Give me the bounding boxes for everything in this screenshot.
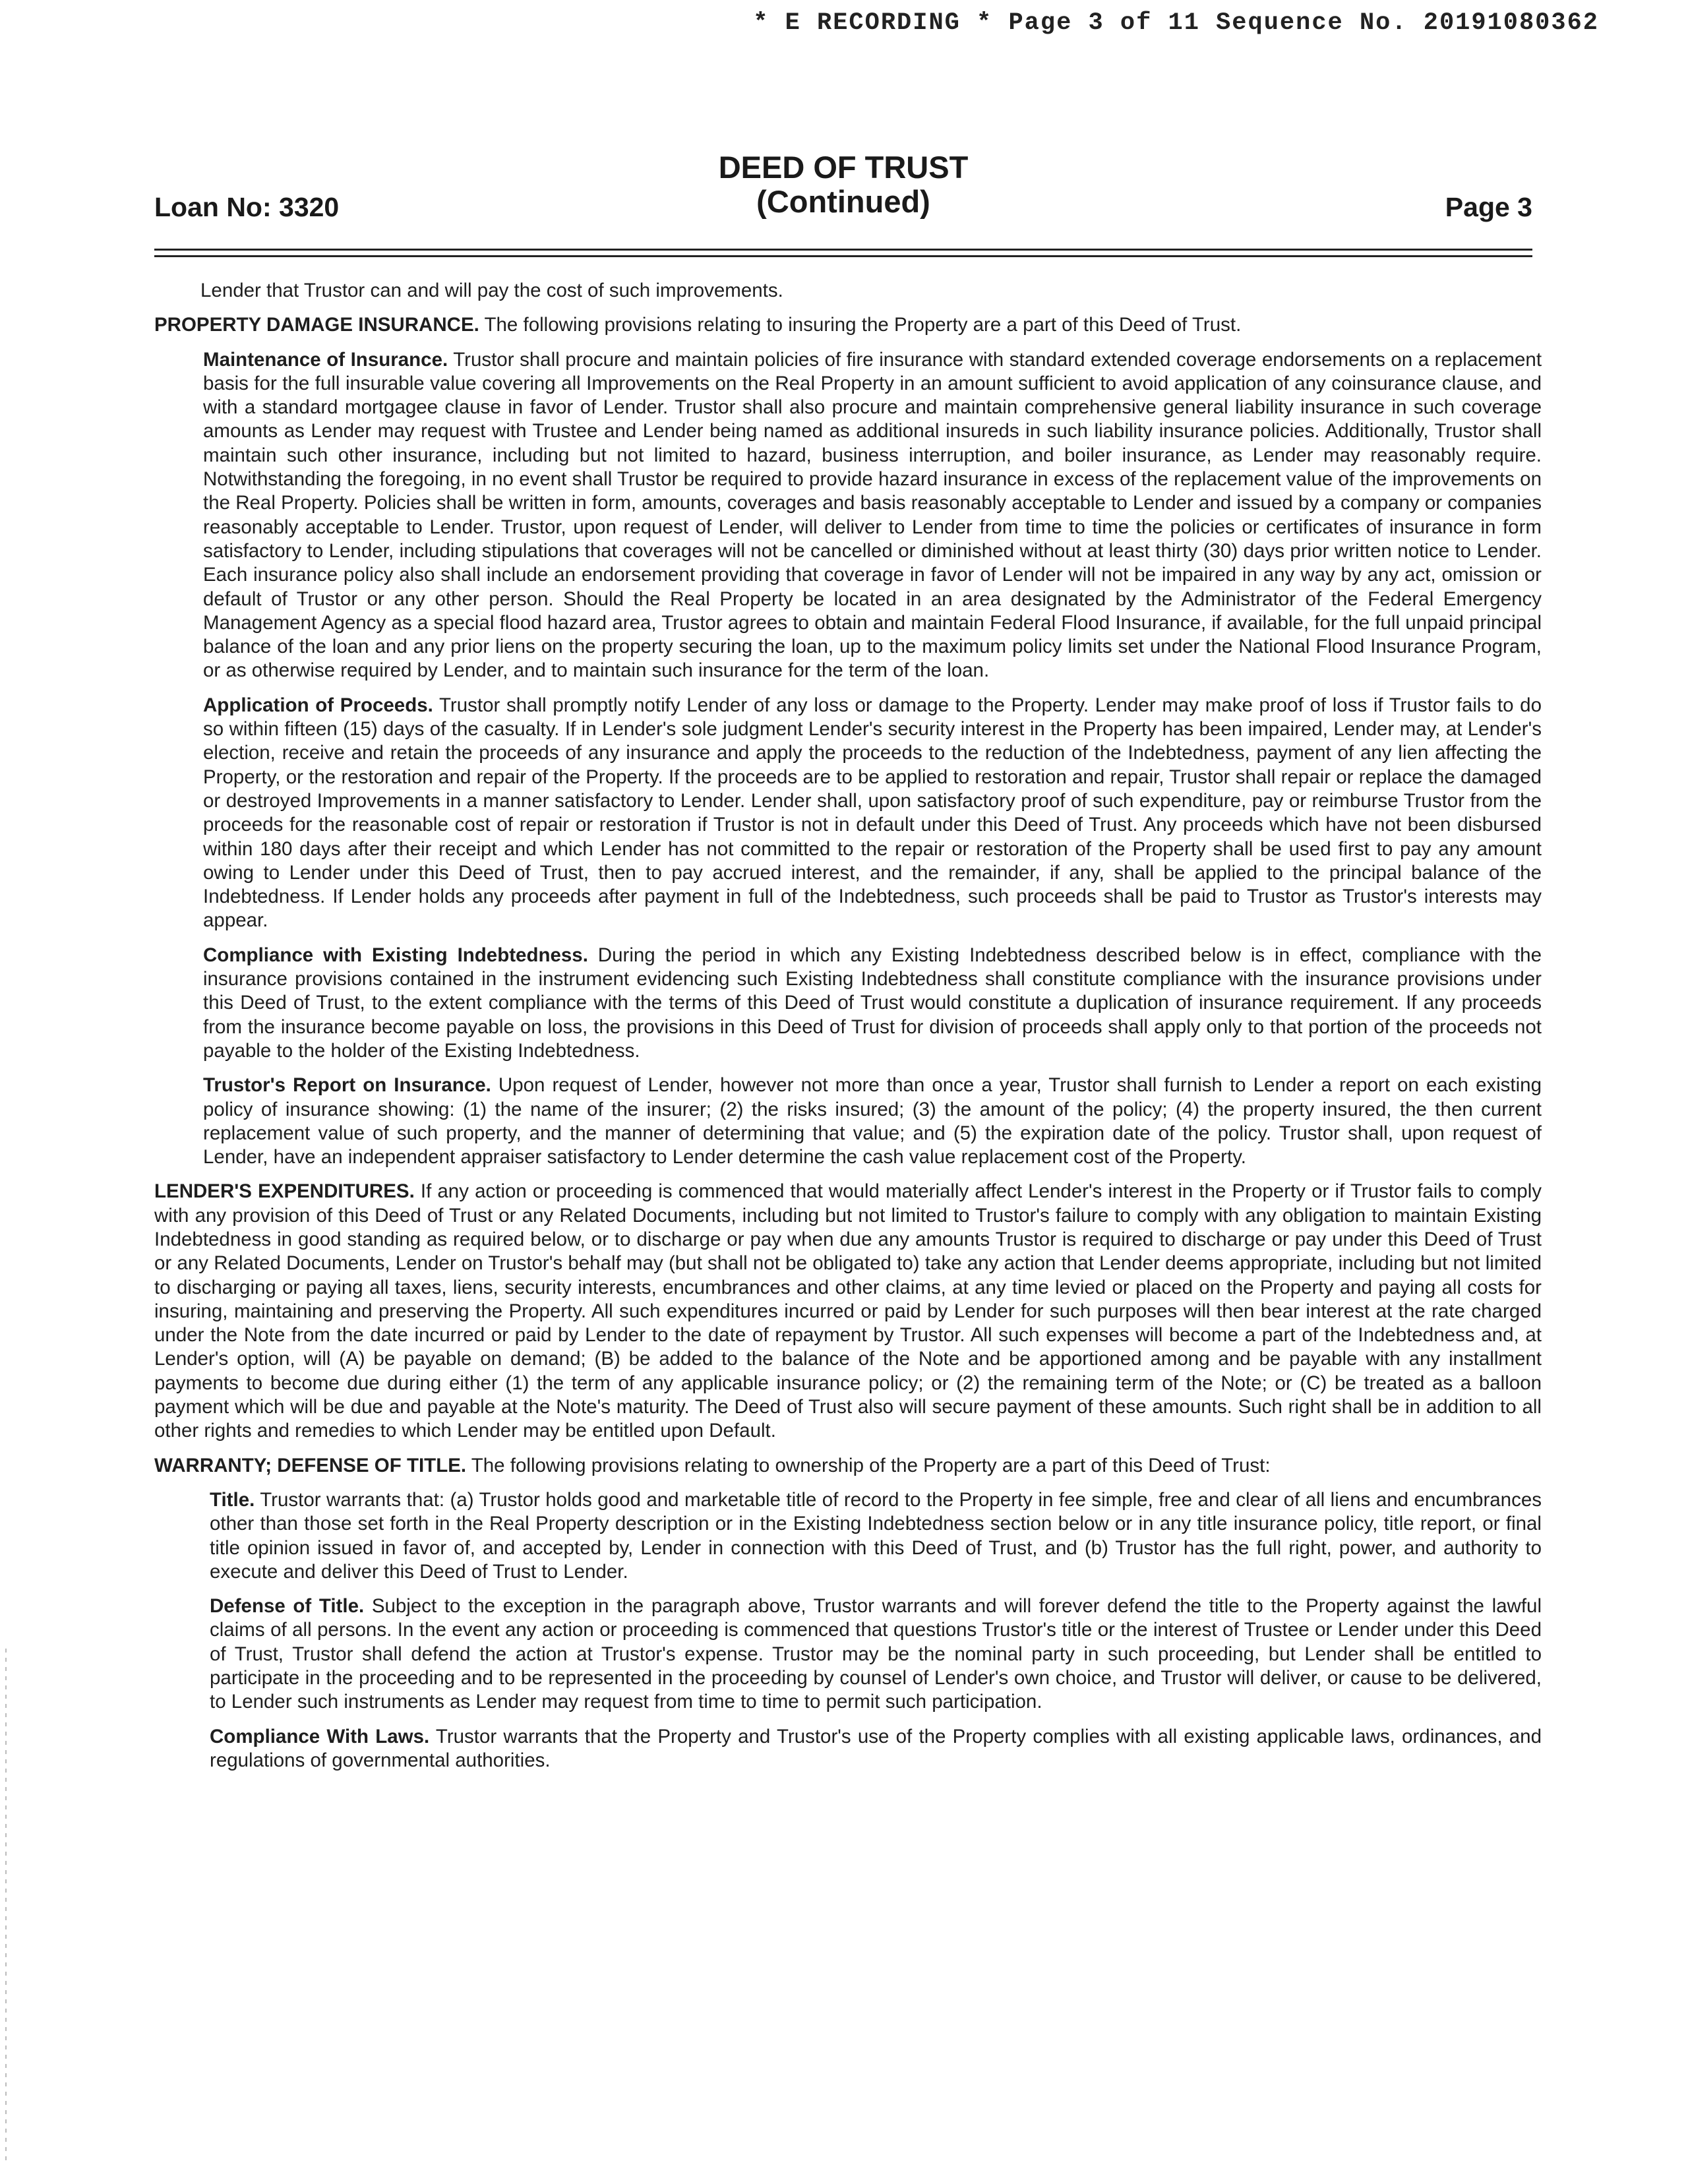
document-title (154, 150, 1532, 219)
continuation-paragraph: Lender that Trustor can and will pay the cost of such improvements. (200, 280, 783, 301)
clause-maintenance-of-insurance: Maintenance of Insurance. Trustor shall procure and maintain policies of fire insurance with standard extended coverage endorsements on a replacement basis for the full insurable value covering all Improvements on the Real Property in an amount sufficient to avoid application of any coinsurance clause, and with a standard mortgagee clause in favor of Lender. Trustor shall also procure and maintain comprehensive general liability insurance in such coverage amounts as Lender may request with Trustee and Lender being named as additional insureds in such liability insurance policies. Additionally, Trustor shall maintain such other insurance, including but not limited to hazard, business interruption, and boiler insurance, as Lender may reasonably require. Notwithstanding the foregoing, in no event shall Trustor be required to provide hazard insurance in excess of the replacement value of the improvements on the Real Property. Policies shall be written in form, amounts, coverages and basis reasonably acceptable to Lender and issued by a company or companies reasonably acceptable to Lender. Trustor, upon request of Lender, will deliver to Lender from time to time the policies or certificates of insurance in form satisfactory to Lender, including stipulations that coverages will not be cancelled or diminished without at least thirty (30) days prior written notice to Lender. Each insurance policy also shall include an endorsement providing that coverage in favor of Lender will not be impaired in any way by any act, omission or default of Trustor or any other person. Should the Real Property be located in an area designated by the Administrator of the Federal Emergency Management Agency as a special flood hazard area, Trustor agrees to obtain and maintain Federal Flood Insurance, if available, for the full unpaid principal balance of the loan and any prior liens on the property securing the loan, up to the maximum policy limits set under the National Flood Insurance Program, or as otherwise required by Lender, and to maintain such insurance for the term of the loan. (203, 348, 1542, 682)
section-property-damage-insurance: PROPERTY DAMAGE INSURANCE. The following provisions relating to insuring the Property are a part of this Deed of Trust. (154, 314, 1242, 336)
clause-heading: Title. (210, 1488, 255, 1511)
clause-heading: Compliance With Laws. (210, 1725, 430, 1747)
clause-trustors-report-on-insurance: Trustor's Report on Insurance. Upon request of Lender, however not more than once a year, Trustor shall furnish to Lender a report on each existing policy of insurance showing: (1) the name of the insurer; (2) the risks insured; (3) the amount of the policy; (4) the property insured, the then current replacement value of such property, and the manner of determining that value; and (5) the expiration date of the policy. Trustor shall, upon request of Lender, have an independent appraiser satisfactory to Lender determine the cash value replacement cost of the Property. (203, 1074, 1542, 1168)
recording-header: * E RECORDING * Page 3 of 11 Sequence No. 20191080362 (753, 9, 1599, 37)
page-number: Page 3 (1445, 192, 1532, 222)
clause-heading: Application of Proceeds. (203, 694, 433, 716)
title-line: DEED OF TRUST (718, 150, 969, 185)
document-body (154, 279, 1542, 1783)
section-heading: WARRANTY; DEFENSE OF TITLE. (154, 1454, 467, 1476)
section-heading: PROPERTY DAMAGE INSURANCE. (154, 314, 479, 336)
clause-application-of-proceeds: Application of Proceeds. Trustor shall promptly notify Lender of any loss or damage to the Property. Lender may make proof of loss if Trustor fails to do so within fifteen (15) days of the casualty. If in Lender's sole judgment Lender's security interest in the Property has been impaired, Lender may, at Lender's election, receive and retain the proceeds of any insurance and apply the proceeds to the reduction of the Indebtedness, payment of any lien affecting the Property, or the restoration and repair of the Property. If the proceeds are to be applied to restoration and repair, Trustor shall repair or replace the damaged or destroyed Improvements in a manner satisfactory to Lender. Lender shall, upon satisfactory proof of such expenditure, pay or reimburse Trustor from the proceeds for the reasonable cost of repair or restoration if Trustor is not in default under this Deed of Trust. Any proceeds which have not been disbursed within 180 days after their receipt and which Lender has not committed to the repair or restoration of the Property shall be used first to pay any amount owing to Lender under this Deed of Trust, then to pay accrued interest, and the remainder, if any, shall be applied to the principal balance of the Indebtedness. If Lender holds any proceeds after payment in full of the Indebtedness, such proceeds shall be paid to Trustor as Trustor's interests may appear. (203, 694, 1542, 932)
page-header (154, 150, 1532, 223)
loan-number: Loan No: 3320 (154, 192, 340, 222)
clause-compliance-existing-indebtedness: Compliance with Existing Indebtedness. During the period in which any Existing Indebtedness described below is in effect, compliance with the insurance provisions contained in the instrument evidencing such Existing Indebtedness shall constitute compliance with the insurance provisions under this Deed of Trust, to the extent compliance with the terms of this Deed of Trust would constitute a duplication of insurance requirement. If any proceeds from the insurance become payable on loss, the provisions in this Deed of Trust for division of proceeds shall apply only to that portion of the proceeds not payable to the holder of the Existing Indebtedness. (203, 944, 1542, 1062)
clause-heading: Trustor's Report on Insurance. (203, 1074, 491, 1097)
section-warranty-defense-of-title: WARRANTY; DEFENSE OF TITLE. The following provisions relating to ownership of the Property are a part of this Deed of Trust: (154, 1454, 1271, 1476)
scan-edge-mark (5, 1649, 7, 2163)
subtitle-line: (Continued) (756, 184, 930, 219)
clause-defense-of-title: Defense of Title. Subject to the exception in the paragraph above, Trustor warrants and will forever defend the title to the Property against the lawful claims of all persons. In the event any action or proceeding is commenced that questions Trustor's title or the interest of Trustee or Lender under this Deed of Trust, Trustor shall defend the action at Trustor's expense. Trustor may be the nominal party in such proceeding, but Lender shall be entitled to participate in the proceeding and to be represented in the proceeding by counsel of Lender's own choice, and Trustor will deliver, or cause to be delivered, to Lender such instruments as Lender may request from time to time to permit such participation. (210, 1595, 1542, 1713)
clause-heading: Maintenance of Insurance. (203, 348, 448, 371)
clause-heading: Defense of Title. (210, 1595, 365, 1618)
clause-title: Title. Trustor warrants that: (a) Trustor holds good and marketable title of record to the Property in fee simple, free and clear of all liens and encumbrances other than those set forth in the Real Property description or in the Existing Indebtedness section below or in any title insurance policy, title report, or final title opinion issued in favor of, and accepted by, Lender in connection with this Deed of Trust, and (b) Trustor has the full right, power, and authority to execute and deliver this Deed of Trust to Lender. (210, 1488, 1542, 1583)
header-rule-top (154, 249, 1532, 251)
clause-compliance-with-laws: Compliance With Laws. Trustor warrants that the Property and Trustor's use of the Property complies with all existing applicable laws, ordinances, and regulations of governmental authorities. (210, 1725, 1542, 1771)
section-heading: LENDER'S EXPENDITURES. (154, 1180, 415, 1203)
section-lenders-expenditures: LENDER'S EXPENDITURES. If any action or proceeding is commenced that would materially affect Lender's interest in the Property or if Trustor fails to comply with any provision of this Deed of Trust or any Related Documents, including but not limited to Trustor's failure to comply with any obligation to maintain Existing Indebtedness in good standing as required below, or to discharge or pay when due any amounts Trustor is required to discharge or pay under this Deed of Trust or any Related Documents, Lender on Trustor's behalf may (but shall not be obligated to) take any action that Lender deems appropriate, including but not limited to discharging or paying all taxes, liens, security interests, encumbrances and other claims, at any time levied or placed on the Property and paying all costs for insuring, maintaining and preserving the Property. All such expenditures incurred or paid by Lender for such purposes will then bear interest at the rate charged under the Note from the date incurred or paid by Lender to the date of repayment by Trustor. All such expenses will become a part of the Indebtedness and, at Lender's option, will (A) be payable on demand; (B) be added to the balance of the Note and be apportioned among and be payable with any installment payments to become due during either (1) the term of any applicable insurance policy; or (2) the remaining term of the Note; or (C) be treated as a balloon payment which will be due and payable at the Note's maturity. The Deed of Trust also will secure payment of these amounts. Such right shall be in addition to all other rights and remedies to which Lender may be entitled upon Default. (154, 1180, 1542, 1442)
clause-heading: Compliance with Existing Indebtedness. (203, 944, 588, 966)
header-rule-bottom (154, 255, 1532, 257)
